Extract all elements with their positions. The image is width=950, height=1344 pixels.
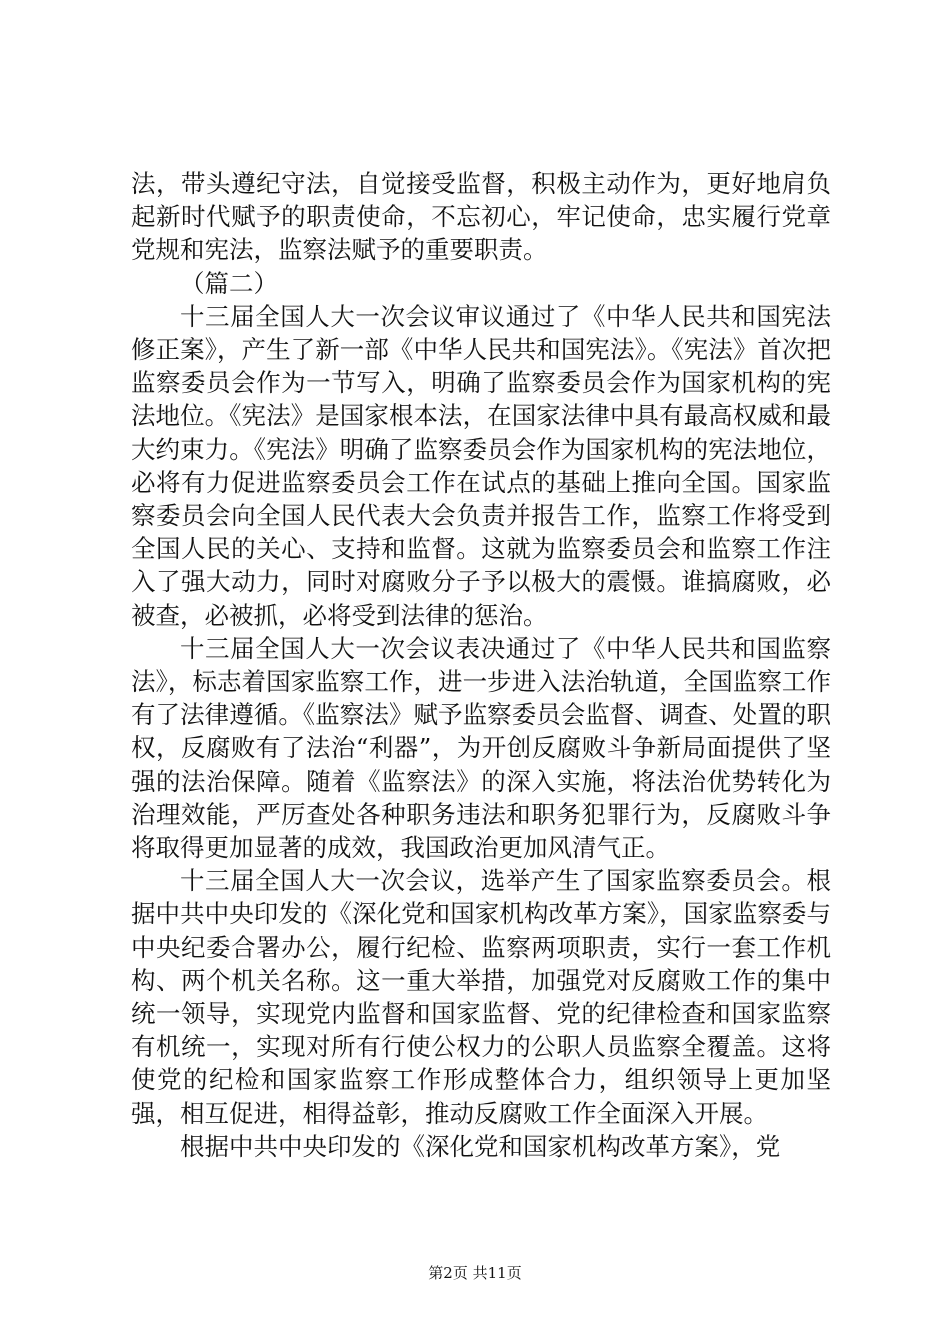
document-body [131,167,831,1163]
section-heading: （篇二） [180,268,278,298]
paragraph: 十三届全国人大一次会议审议通过了《中华人民共和国宪法修正案》，产生了新一部《中华人民共和国宪法》。《宪法》首次把监察委员会作为一节写入，明确了监察委员会作为国家机构的宪法地位。《宪法》是国家根本法，在国家法律中具有最高权威和最大约束力。《宪法》明确了监察委员会作为国家机构的宪法地位，必将有力促进监察委员会工作在试点的基础上推向全国。国家监察委员会向全国人民代表大会负责并报告工作，监察工作将受到全国人民的关心、支持和监督。这就为监察委员会和监察工作注入了强大动力，同时对腐败分子予以极大的震慑。谁搞腐败，必被查，必被抓，必将受到法律的惩治。 [131,301,831,630]
paragraph-continuation: 法，带头遵纪守法，自觉接受监督，积极主动作为，更好地肩负起新时代赋予的职责使命，不忘初心，牢记使命，忠实履行党章党规和宪法，监察法赋予的重要职责。 [131,169,831,265]
paragraph: 根据中共中央印发的《深化党和国家机构改革方案》，党 [180,1131,781,1161]
page-number-footer: 第2页 共11页 [428,1264,522,1282]
paragraph: 十三届全国人大一次会议，选举产生了国家监察委员会。根据中共中央印发的《深化党和国家机构改革方案》，国家监察委与中央纪委合署办公，履行纪检、监察两项职责，实行一套工作机构、两个机关名称。这一重大举措，加强党对反腐败工作的集中统一领导，实现党内监督和国家监督、党的纪律检查和国家监察有机统一，实现对所有行使公权力的公职人员监察全覆盖。这将使党的纪检和国家监察工作形成整体合力，组织领导上更加坚强，相互促进，相得益彰，推动反腐败工作全面深入开展。 [131,866,831,1128]
paragraph: 十三届全国人大一次会议表决通过了《中华人民共和国监察法》，标志着国家监察工作，进一步进入法治轨道，全国监察工作有了法律遵循。《监察法》赋予监察委员会监督、调查、处置的职权，反腐败有了法治“利器”，为开创反腐败斗争新局面提供了坚强的法治保障。随着《监察法》的深入实施，将法治优势转化为治理效能，严厉查处各种职务违法和职务犯罪行为，反腐败斗争将取得更加显著的成效，我国政治更加风清气正。 [131,633,831,863]
